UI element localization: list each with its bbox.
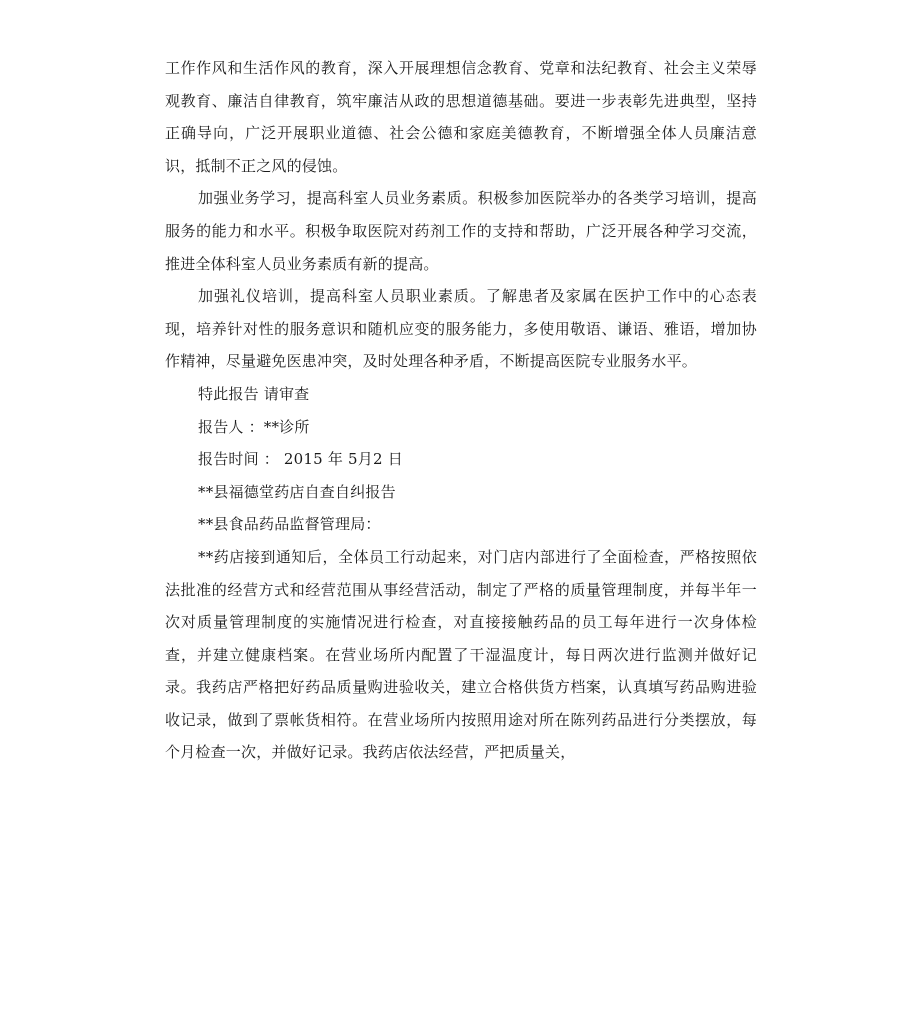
closing-line: 特此报告 请审查	[198, 384, 310, 403]
document-page	[165, 52, 757, 769]
paragraph-etiquette-training: 加强礼仪培训，提高科室人员职业素质。了解患者及家属在医护工作中的心态表现，培养针对性的服务意识和随机应变的服务能力，多使用敬语、谦语、雅语，增加协作精神，尽量避免医患冲突，及时处理各种矛盾，不断提高医院专业服务水平。	[165, 287, 757, 371]
paragraph-business-study: 加强业务学习，提高科室人员业务素质。积极参加医院举办的各类学习培训，提高服务的能力和水平。积极争取医院对药剂工作的支持和帮助，广泛开展各种学习交流，推进全体科室人员业务素质有新的提高。	[165, 189, 757, 273]
second-report-title: **县福德堂药店自查自纠报告	[198, 482, 396, 501]
report-date-line: 报告时间 ： 2015 年 5月2 日	[198, 450, 403, 469]
paragraph-self-inspection: **药店接到通知后，全体员工行动起来，对门店内部进行了全面检查，严格按照依法批准的经营方式和经营范围从事经营活动，制定了严格的质量管理制度，并每半年一次对质量管理制度的实施情况进行检查，对直接接触药品的员工每年进行一次身体检查，并建立健康档案。在营业场所内配置了干湿温度计，每日两次进行监测并做好记录。我药店严格把好药品质量购进验收关，建立合格供货方档案，认真填写药品购进验收记录，做到了票帐货相符。在营业场所内按照用途对所在陈列药品进行分类摆放，每个月检查一次，并做好记录。我药店依法经营，严把质量关，	[165, 547, 757, 762]
paragraph-integrity-education: 工作作风和生活作风的教育，深入开展理想信念教育、党章和法纪教育、社会主义荣辱观教育、廉洁自律教育，筑牢廉洁从政的思想道德基础。要进一步表彰先进典型，坚持正确导向，广泛开展职业道德、社会公德和家庭美德教育，不断增强全体人员廉洁意识，抵制不正之风的侵蚀。	[165, 59, 757, 175]
reporter-line: 报告人 ：**诊所	[198, 417, 310, 436]
addressee-line: **县食品药品监督管理局：	[198, 515, 381, 534]
